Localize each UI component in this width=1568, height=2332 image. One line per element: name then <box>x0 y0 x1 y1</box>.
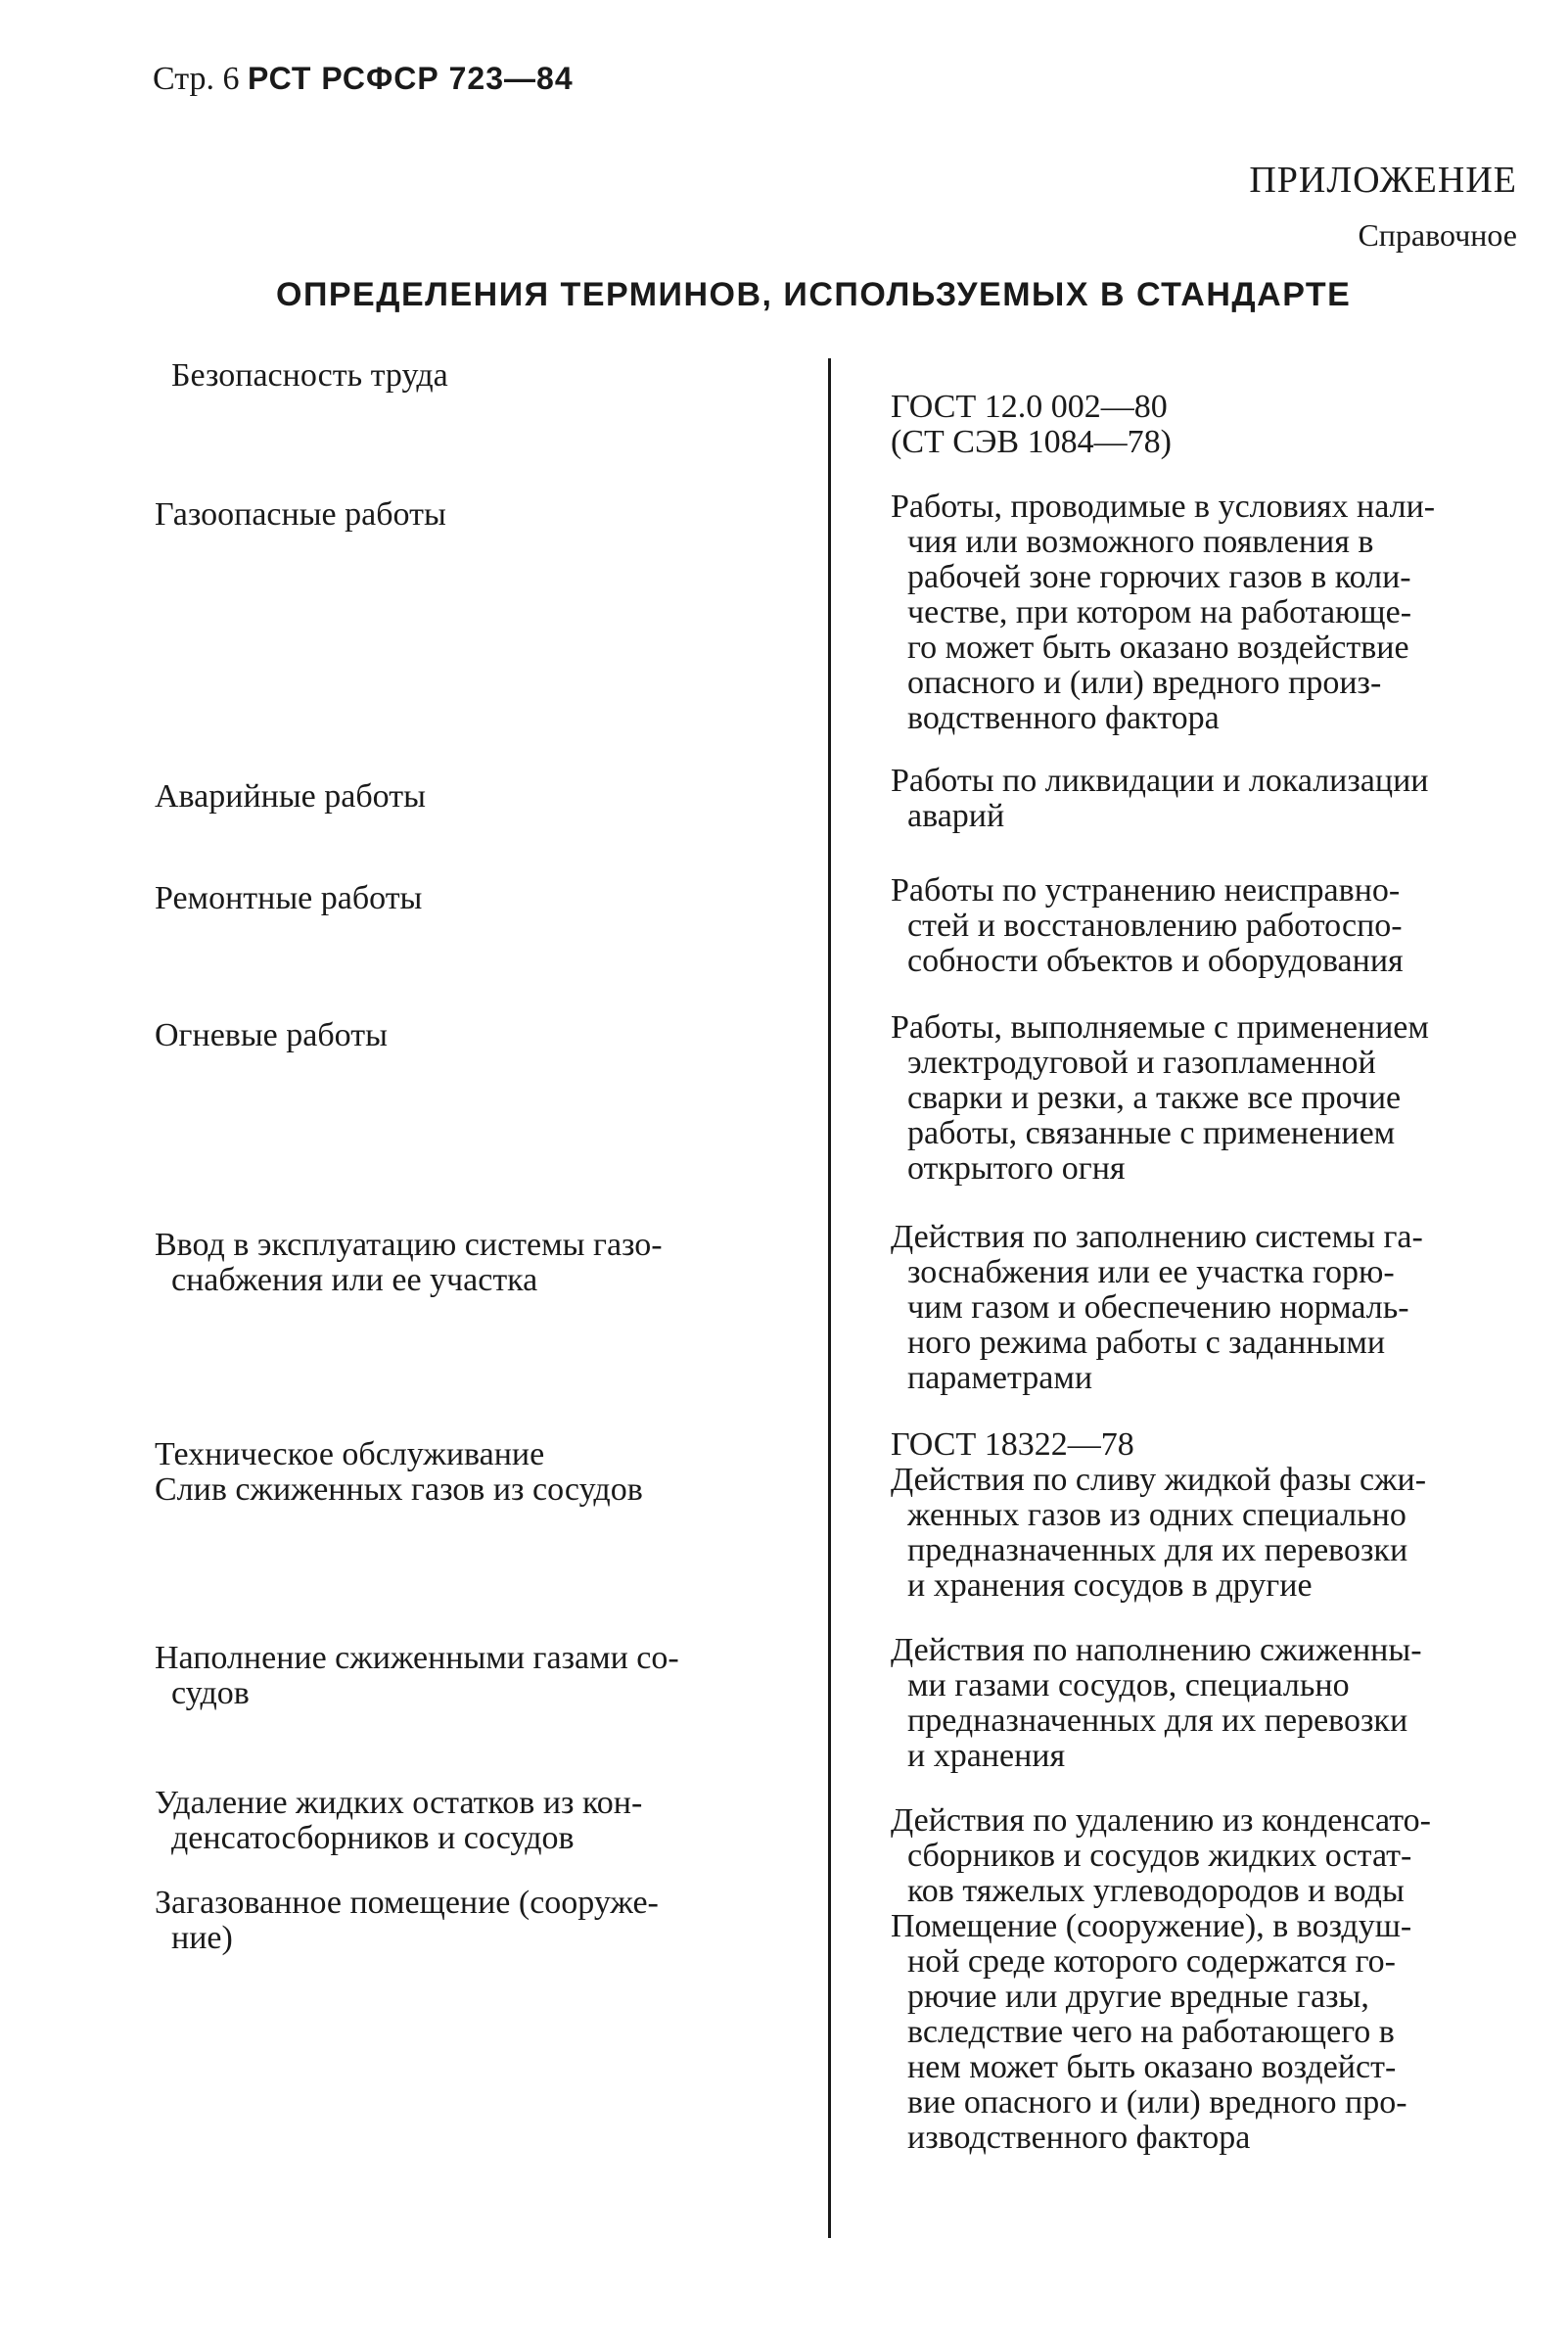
term-item: Безопасность труда <box>155 357 448 394</box>
term-item: Наполнение сжиженными газами со- судов <box>155 1640 679 1711</box>
page-number: Стр. 6 <box>153 61 240 97</box>
definition-item: Действия по наполнению сжиженны- ми газами сосудов, специально предназначенных для их перевозки и хранения <box>891 1632 1422 1774</box>
term-item: Ремонтные работы <box>155 880 423 916</box>
definition-item: Работы, выполняемые с применением электродуговой и газопламенной сварки и резки, а также все прочие работы, связанные с применением открытого огня <box>891 1009 1429 1187</box>
definition-item: Действия по удалению из конденсато- сборников и сосудов жидких остат- ков тяжелых углеводородов и воды <box>891 1802 1431 1909</box>
term-item: Газоопасные работы <box>155 496 446 533</box>
definition-item: Действия по заполнению системы га- зоснабжения или ее участка горю- чим газом и обеспечению нормаль- ного режима работы с заданными параметрами <box>891 1219 1423 1396</box>
page-title: ОПРЕДЕЛЕНИЯ ТЕРМИНОВ, ИСПОЛЬЗУЕМЫХ В СТАНДАРТЕ <box>276 276 1352 313</box>
appendix-type: Справочное <box>1358 217 1517 253</box>
column-divider <box>828 358 831 2238</box>
definition-item: Работы по устранению неисправно- стей и восстановлению работоспо- собности объектов и оборудования <box>891 872 1404 979</box>
definition-item: Помещение (сооружение), в воздуш- ной среде которого содержатся го- рючие или другие вредные газы, вследствие чего на работающего в нем может быть оказано воздейст- вие опасного и (или) вредного про- изводственного фактора <box>891 1908 1412 2156</box>
appendix-label: ПРИЛОЖЕНИЕ <box>1249 160 1517 201</box>
definition-item: ГОСТ 12.0 002—80 (СТ СЭВ 1084—78) <box>891 389 1172 460</box>
standard-code: РСТ РСФСР 723—84 <box>248 61 574 96</box>
term-item: Загазованное помещение (сооруже- ние) <box>155 1885 659 1956</box>
term-item: Огневые работы <box>155 1017 388 1053</box>
term-item: Ввод в эксплуатацию системы газо- снабжения или ее участка <box>155 1227 663 1298</box>
term-item: Аварийные работы <box>155 778 426 815</box>
term-item: Техническое обслуживание Слив сжиженных газов из сосудов <box>155 1436 643 1508</box>
definition-item: ГОСТ 18322—78 Действия по сливу жидкой фазы сжи- женных газов из одних специально предназначенных для их перевозки и хранения сосудов в другие <box>891 1426 1427 1604</box>
definition-item: Работы по ликвидации и локализации аварий <box>891 763 1429 834</box>
definition-item: Работы, проводимые в условиях нали- чия или возможного появления в рабочей зоне горючих газов в коли- честве, при котором на работающе- го может быть оказано воздействие опасного и (или) вредного произ- водственного фактора <box>891 489 1436 736</box>
page-header <box>153 61 574 98</box>
term-item: Удаление жидких остатков из кон- денсатосборников и сосудов <box>155 1785 643 1856</box>
